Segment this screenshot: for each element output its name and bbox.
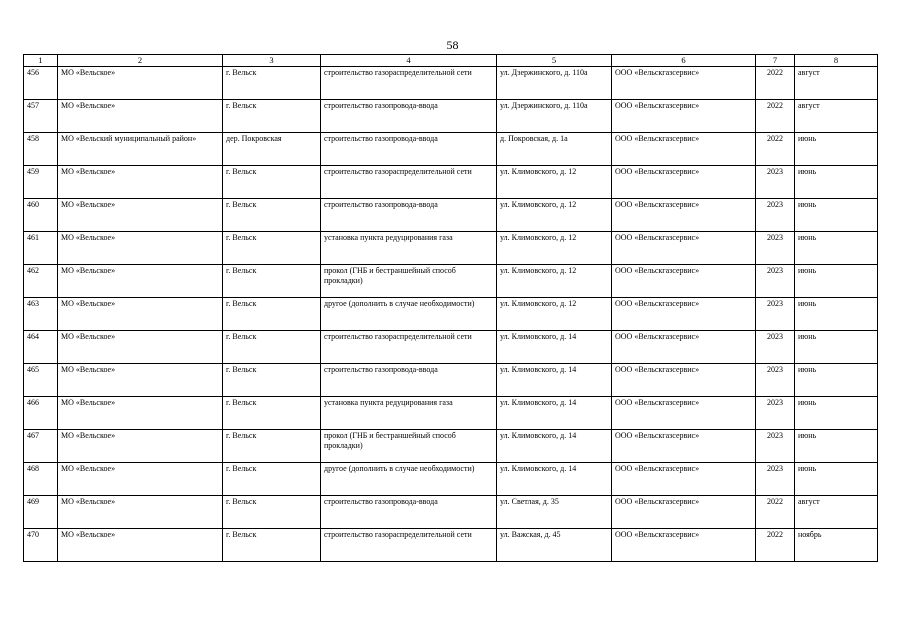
settlement-cell: г. Вельск [223, 100, 321, 133]
work-type-cell: установка пункта редуцирования газа [321, 232, 497, 265]
address-cell: ул. Климовского, д. 12 [497, 298, 612, 331]
row-number-cell: 465 [24, 364, 58, 397]
row-number-cell: 457 [24, 100, 58, 133]
work-type-cell: установка пункта редуцирования газа [321, 397, 497, 430]
work-type-cell: строительство газораспределительной сети [321, 166, 497, 199]
address-cell: ул. Климовского, д. 14 [497, 397, 612, 430]
row-number-cell: 467 [24, 430, 58, 463]
work-type-cell: строительство газопровода-ввода [321, 496, 497, 529]
page-number: 58 [446, 38, 459, 52]
column-header: 2 [58, 55, 223, 67]
year-cell: 2023 [756, 166, 795, 199]
organization-cell: ООО «Вельскгазсервис» [612, 133, 756, 166]
month-cell: июнь [795, 364, 878, 397]
address-cell: ул. Дзержинского, д. 110а [497, 100, 612, 133]
year-cell: 2023 [756, 331, 795, 364]
row-number-cell: 462 [24, 265, 58, 298]
column-header: 1 [24, 55, 58, 67]
address-cell: ул. Климовского, д. 12 [497, 232, 612, 265]
year-cell: 2022 [756, 67, 795, 100]
month-cell: июнь [795, 463, 878, 496]
organization-cell: ООО «Вельскгазсервис» [612, 67, 756, 100]
year-cell: 2022 [756, 496, 795, 529]
settlement-cell: г. Вельск [223, 397, 321, 430]
organization-cell: ООО «Вельскгазсервис» [612, 529, 756, 562]
municipality-cell: МО «Вельское» [58, 463, 223, 496]
row-number-cell: 458 [24, 133, 58, 166]
table-row [24, 496, 878, 529]
table-row [24, 397, 878, 430]
settlement-cell: г. Вельск [223, 166, 321, 199]
header-row [24, 55, 878, 67]
year-cell: 2023 [756, 232, 795, 265]
organization-cell: ООО «Вельскгазсервис» [612, 298, 756, 331]
month-cell: июнь [795, 265, 878, 298]
work-type-cell: строительство газораспределительной сети [321, 67, 497, 100]
work-type-cell: строительство газопровода-ввода [321, 364, 497, 397]
row-number-cell: 459 [24, 166, 58, 199]
table-row [24, 364, 878, 397]
column-header: 3 [223, 55, 321, 67]
column-header: 7 [756, 55, 795, 67]
settlement-cell: г. Вельск [223, 67, 321, 100]
year-cell: 2023 [756, 430, 795, 463]
table-row [24, 67, 878, 100]
month-cell: август [795, 67, 878, 100]
address-cell: ул. Климовского, д. 14 [497, 430, 612, 463]
settlement-cell: дер. Покровская [223, 133, 321, 166]
address-cell: ул. Дзержинского, д. 110а [497, 67, 612, 100]
settlement-cell: г. Вельск [223, 232, 321, 265]
month-cell: ноябрь [795, 529, 878, 562]
settlement-cell: г. Вельск [223, 430, 321, 463]
organization-cell: ООО «Вельскгазсервис» [612, 364, 756, 397]
address-cell: ул. Важская, д. 45 [497, 529, 612, 562]
month-cell: август [795, 496, 878, 529]
table-row [24, 133, 878, 166]
work-type-cell: другое (дополнить в случае необходимости) [321, 463, 497, 496]
address-cell: ул. Климовского, д. 12 [497, 265, 612, 298]
month-cell: июнь [795, 133, 878, 166]
municipality-cell: МО «Вельское» [58, 529, 223, 562]
year-cell: 2023 [756, 199, 795, 232]
municipality-cell: МО «Вельское» [58, 100, 223, 133]
row-number-cell: 469 [24, 496, 58, 529]
table-row [24, 430, 878, 463]
settlement-cell: г. Вельск [223, 199, 321, 232]
row-number-cell: 463 [24, 298, 58, 331]
municipality-cell: МО «Вельское» [58, 430, 223, 463]
municipality-cell: МО «Вельское» [58, 364, 223, 397]
work-type-cell: строительство газопровода-ввода [321, 133, 497, 166]
address-cell: ул. Климовского, д. 12 [497, 199, 612, 232]
organization-cell: ООО «Вельскгазсервис» [612, 166, 756, 199]
column-header: 5 [497, 55, 612, 67]
table-row [24, 331, 878, 364]
table-row [24, 166, 878, 199]
organization-cell: ООО «Вельскгазсервис» [612, 199, 756, 232]
row-number-cell: 468 [24, 463, 58, 496]
column-header: 4 [321, 55, 497, 67]
settlement-cell: г. Вельск [223, 298, 321, 331]
work-type-cell: строительство газораспределительной сети [321, 331, 497, 364]
year-cell: 2023 [756, 265, 795, 298]
settlement-cell: г. Вельск [223, 529, 321, 562]
municipality-cell: МО «Вельское» [58, 298, 223, 331]
row-number-cell: 470 [24, 529, 58, 562]
column-header: 8 [795, 55, 878, 67]
address-cell: д. Покровская, д. 1а [497, 133, 612, 166]
year-cell: 2022 [756, 133, 795, 166]
organization-cell: ООО «Вельскгазсервис» [612, 397, 756, 430]
work-type-cell: другое (дополнить в случае необходимости) [321, 298, 497, 331]
organization-cell: ООО «Вельскгазсервис» [612, 430, 756, 463]
settlement-cell: г. Вельск [223, 463, 321, 496]
municipality-cell: МО «Вельский муниципальный район» [58, 133, 223, 166]
work-schedule-table [23, 54, 878, 562]
month-cell: июнь [795, 430, 878, 463]
work-type-cell: строительство газораспределительной сети [321, 529, 497, 562]
month-cell: июнь [795, 166, 878, 199]
address-cell: ул. Светлая, д. 35 [497, 496, 612, 529]
work-type-cell: прокол (ГНБ и бестраншейный способ прокладки) [321, 265, 497, 298]
organization-cell: ООО «Вельскгазсервис» [612, 331, 756, 364]
settlement-cell: г. Вельск [223, 496, 321, 529]
month-cell: июнь [795, 232, 878, 265]
month-cell: июнь [795, 199, 878, 232]
table-row [24, 232, 878, 265]
year-cell: 2023 [756, 364, 795, 397]
table-row [24, 199, 878, 232]
row-number-cell: 466 [24, 397, 58, 430]
address-cell: ул. Климовского, д. 14 [497, 463, 612, 496]
table-row [24, 529, 878, 562]
settlement-cell: г. Вельск [223, 265, 321, 298]
organization-cell: ООО «Вельскгазсервис» [612, 100, 756, 133]
table-row [24, 298, 878, 331]
table-body [24, 67, 878, 562]
settlement-cell: г. Вельск [223, 331, 321, 364]
work-type-cell: строительство газопровода-ввода [321, 199, 497, 232]
month-cell: июнь [795, 397, 878, 430]
column-header: 6 [612, 55, 756, 67]
year-cell: 2022 [756, 529, 795, 562]
municipality-cell: МО «Вельское» [58, 67, 223, 100]
organization-cell: ООО «Вельскгазсервис» [612, 232, 756, 265]
municipality-cell: МО «Вельское» [58, 232, 223, 265]
year-cell: 2022 [756, 100, 795, 133]
month-cell: июнь [795, 298, 878, 331]
year-cell: 2023 [756, 298, 795, 331]
work-type-cell: прокол (ГНБ и бестраншейный способ прокладки) [321, 430, 497, 463]
year-cell: 2023 [756, 463, 795, 496]
table-row [24, 265, 878, 298]
municipality-cell: МО «Вельское» [58, 265, 223, 298]
organization-cell: ООО «Вельскгазсервис» [612, 496, 756, 529]
municipality-cell: МО «Вельское» [58, 397, 223, 430]
municipality-cell: МО «Вельское» [58, 331, 223, 364]
organization-cell: ООО «Вельскгазсервис» [612, 463, 756, 496]
table-row [24, 463, 878, 496]
municipality-cell: МО «Вельское» [58, 166, 223, 199]
address-cell: ул. Климовского, д. 14 [497, 364, 612, 397]
municipality-cell: МО «Вельское» [58, 496, 223, 529]
month-cell: июнь [795, 331, 878, 364]
address-cell: ул. Климовского, д. 12 [497, 166, 612, 199]
municipality-cell: МО «Вельское» [58, 199, 223, 232]
row-number-cell: 456 [24, 67, 58, 100]
address-cell: ул. Климовского, д. 14 [497, 331, 612, 364]
table-row [24, 100, 878, 133]
year-cell: 2023 [756, 397, 795, 430]
row-number-cell: 461 [24, 232, 58, 265]
organization-cell: ООО «Вельскгазсервис» [612, 265, 756, 298]
settlement-cell: г. Вельск [223, 364, 321, 397]
row-number-cell: 464 [24, 331, 58, 364]
row-number-cell: 460 [24, 199, 58, 232]
month-cell: август [795, 100, 878, 133]
work-type-cell: строительство газопровода-ввода [321, 100, 497, 133]
